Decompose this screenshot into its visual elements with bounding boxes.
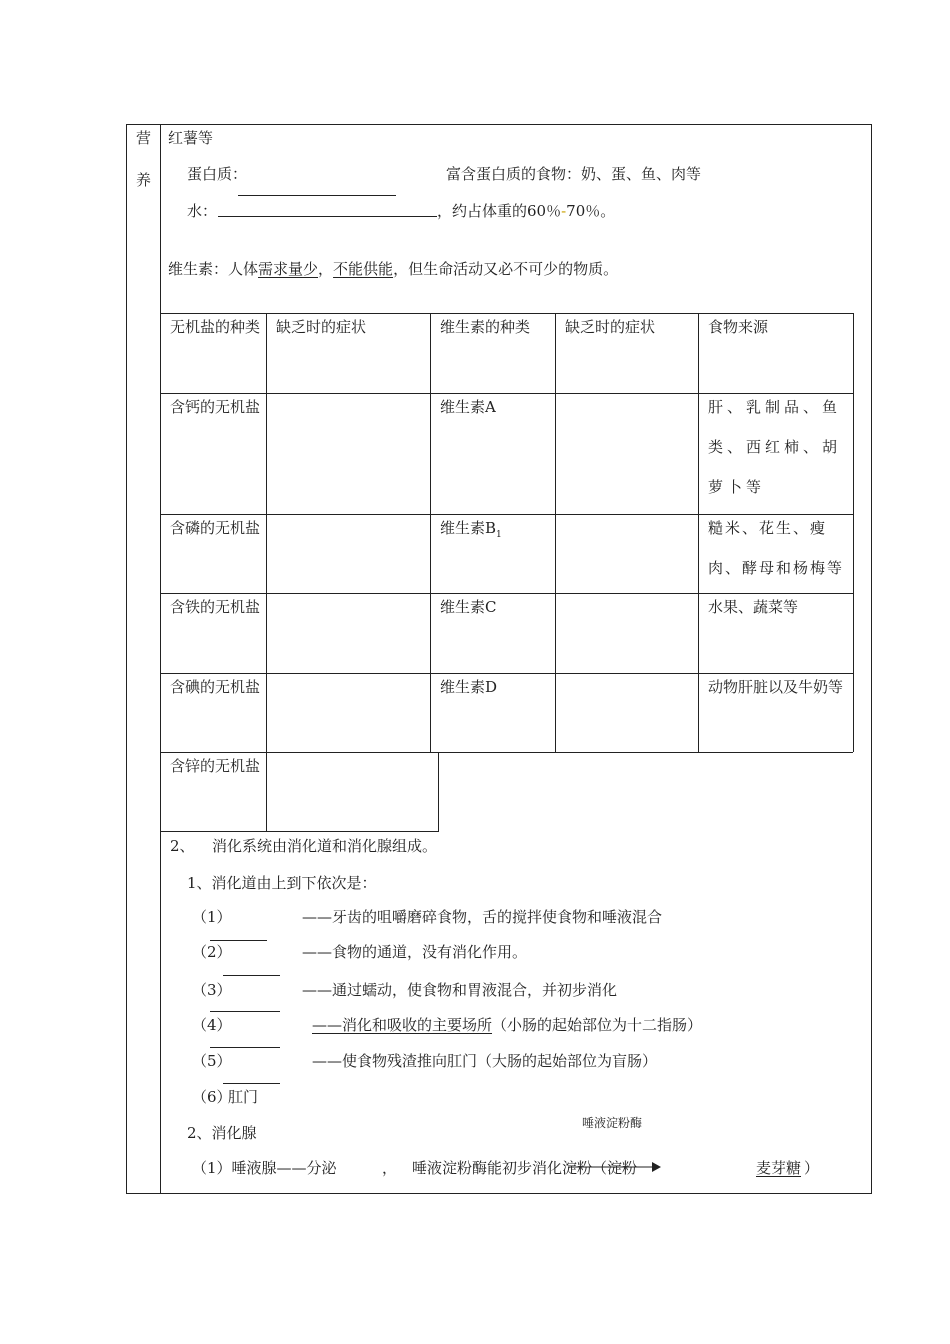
water-tail2: 70％。 bbox=[566, 202, 616, 220]
outer-frame-bottom bbox=[126, 1193, 872, 1194]
saliva-product: 麦芽糖 bbox=[756, 1159, 802, 1177]
tract-item-4-rest: （小肠的起始部位为十二指肠） bbox=[492, 1016, 703, 1034]
row-iron-vitamin: 维生素C bbox=[440, 598, 497, 616]
water-proportion bbox=[437, 202, 615, 220]
table-v3 bbox=[555, 313, 556, 752]
tract-item-3-blank bbox=[210, 1011, 280, 1012]
tract-item-2-desc: ——食物的通道，没有消化作用。 bbox=[302, 943, 528, 961]
tract-item-1-blank bbox=[210, 940, 267, 941]
tract-item-5-num: （5） bbox=[192, 1052, 232, 1070]
row-iodine-vitamin: 维生素D bbox=[440, 678, 498, 696]
saliva-line-a: （1）唾液腺——分泌 bbox=[192, 1159, 337, 1177]
tract-title: 1、消化道由上到下依次是： bbox=[187, 874, 377, 892]
tract-item-5-blank bbox=[223, 1083, 280, 1084]
conversion-arrow-icon bbox=[566, 1160, 662, 1174]
saliva-end: ） bbox=[804, 1159, 820, 1177]
header-food-source: 食物来源 bbox=[708, 318, 769, 336]
row-calcium-mineral: 含钙的无机盐 bbox=[170, 398, 261, 416]
line-sweet-potato: 红薯等 bbox=[168, 129, 214, 147]
saliva-line-c: 唾液淀粉酶能初步消化淀粉（淀粉 bbox=[412, 1159, 638, 1177]
tract-item-4-desc bbox=[312, 1016, 702, 1034]
row-iron-mineral: 含铁的无机盐 bbox=[170, 598, 261, 616]
water-label: 水： bbox=[187, 202, 218, 220]
side-label-1: 营 bbox=[136, 129, 152, 147]
tract-item-4-num: （4） bbox=[192, 1016, 232, 1034]
vitamin-b-label: 维生素B bbox=[440, 519, 497, 537]
header-vitamin-type: 维生素的种类 bbox=[440, 318, 531, 336]
tract-item-2-blank bbox=[223, 975, 280, 976]
protein-blank bbox=[238, 195, 396, 196]
tract-item-6-num: （6） bbox=[192, 1088, 232, 1106]
vit-mid: ， bbox=[318, 260, 334, 278]
tract-item-3-num: （3） bbox=[192, 981, 232, 999]
vit-underline-1: 需求量少 bbox=[258, 260, 319, 278]
side-column-divider bbox=[160, 124, 161, 1193]
protein-foods: 富含蛋白质的食物：奶、蛋、鱼、肉等 bbox=[446, 165, 702, 183]
vit-underline-2: 不能供能 bbox=[333, 260, 394, 278]
table-v5 bbox=[853, 313, 854, 752]
tract-item-3-desc: ——通过蠕动，使食物和胃液混合，并初步消化 bbox=[302, 981, 618, 999]
vit-prefix: 维生素：人体 bbox=[168, 260, 259, 278]
table-v2b bbox=[438, 752, 439, 831]
table-v2 bbox=[430, 313, 431, 752]
header-mineral-symptoms: 缺乏时的症状 bbox=[276, 318, 367, 336]
outer-frame-right bbox=[871, 124, 872, 1193]
tract-item-4-underlined: ——消化和吸收的主要场所 bbox=[312, 1016, 493, 1034]
row-phosphorus-vitamin bbox=[440, 508, 550, 555]
row-phosphorus-source: 糙米、花生、瘦肉、酵母和杨梅等 bbox=[708, 519, 845, 577]
row-calcium-vitamin: 维生素A bbox=[440, 398, 496, 416]
row-iodine-mineral: 含碘的无机盐 bbox=[170, 678, 261, 696]
table-h5 bbox=[160, 752, 853, 753]
tract-item-2-num: （2） bbox=[192, 943, 232, 961]
tract-item-4-blank bbox=[210, 1047, 280, 1048]
outer-frame-top bbox=[126, 124, 872, 125]
water-dot: - bbox=[561, 202, 567, 220]
enzyme-label: 唾液淀粉酶 bbox=[582, 1116, 643, 1130]
vitamin-b-subscript: 1 bbox=[496, 530, 502, 540]
gland-title: 2、消化腺 bbox=[187, 1124, 257, 1142]
header-mineral-type: 无机盐的种类 bbox=[170, 318, 261, 336]
table-v1 bbox=[266, 313, 267, 831]
tract-item-6-desc: 肛门 bbox=[228, 1088, 259, 1106]
water-tail: ，约占体重的60％ bbox=[437, 202, 562, 220]
side-label-2: 养 bbox=[136, 171, 152, 189]
digest-title-num: 2、 bbox=[170, 837, 195, 855]
digest-title: 消化系统由消化道和消化腺组成。 bbox=[212, 837, 438, 855]
vit-suffix: ，但生命活动又必不可少的物质。 bbox=[393, 260, 619, 278]
row-zinc-mineral: 含锌的无机盐 bbox=[170, 757, 261, 775]
header-vitamin-symptoms: 缺乏时的症状 bbox=[565, 318, 656, 336]
table-v4 bbox=[698, 313, 699, 752]
saliva-line-b: ， bbox=[382, 1159, 398, 1177]
tract-item-1-num: （1） bbox=[192, 908, 232, 926]
tract-item-5-desc: ——使食物残渣推向肛门（大肠的起始部位为盲肠） bbox=[312, 1052, 658, 1070]
water-blank bbox=[218, 216, 437, 217]
row-iron-source: 水果、蔬菜等 bbox=[708, 598, 799, 616]
tract-item-1-desc: ——牙齿的咀嚼磨碎食物，舌的搅拌使食物和唾液混合 bbox=[302, 908, 663, 926]
vitamin-definition bbox=[168, 260, 618, 278]
table-h6 bbox=[160, 831, 439, 832]
protein-label: 蛋白质： bbox=[187, 165, 248, 183]
outer-frame-left bbox=[126, 124, 127, 1193]
row-iodine-source: 动物肝脏以及牛奶等 bbox=[708, 678, 844, 696]
row-calcium-source: 肝、乳制品、鱼类、西红柿、胡萝卜等 bbox=[708, 398, 842, 496]
row-phosphorus-mineral: 含磷的无机盐 bbox=[170, 519, 261, 537]
